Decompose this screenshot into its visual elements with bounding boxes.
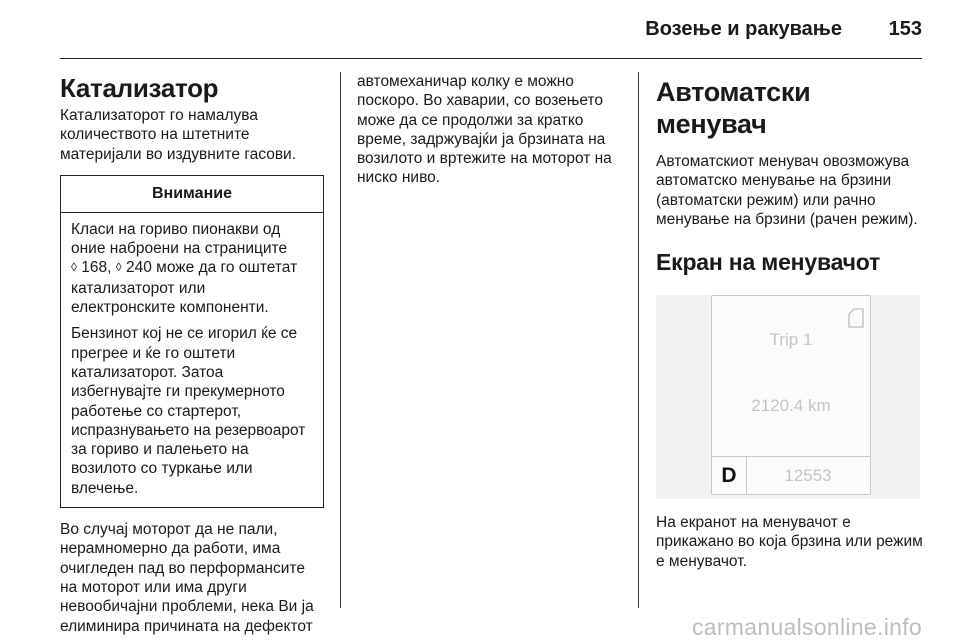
transmission-display-illustration [656, 295, 920, 499]
column-divider [340, 72, 341, 608]
trip-marker-icon [848, 308, 864, 328]
catalyst-paragraph-continued: автомеханичар колку е можно поскоро. Во хаварии, со возењето може да се продолжи за кратко време, задржувајќи ја брзината на возилото и вртежите на моторот на ниско ниво. [357, 73, 612, 187]
column-1 [60, 72, 325, 636]
page-ref-2[interactable]: 240 [125, 259, 152, 277]
warning-paragraph-1: Класи на гориво пионакви од оние наброени на страниците ◊ 168, ◊ 240 може да го оштетат катализаторот или електронските компоненти. [71, 220, 298, 317]
watermark: carmanualsonline.info [691, 614, 922, 640]
warning-paragraph-2: Бензинот кој не се игорил ќе се прегрее и ќе го оштети катализаторот. Затоа избегнувајте ги прекумерното работење со стартерот, испразнувањето на резервоарот за гориво и палењето на возилото со туркање или влечење. [71, 325, 306, 497]
warning-box [60, 175, 324, 508]
warning-body [61, 213, 323, 507]
page-ref-icon: ◊ [71, 260, 77, 275]
subheading-transmission-display: Екран на менувачот [656, 249, 881, 276]
section-heading-automatic-transmission: Автоматски менувач [656, 77, 811, 139]
page-ref-1[interactable]: 168, [81, 259, 112, 277]
display-bottom-row [712, 456, 870, 495]
column-divider [638, 72, 639, 608]
catalyst-intro: Катализаторот го намалува количеството на штетните материјали во издувните гасови. [60, 107, 297, 163]
column-2 [357, 72, 627, 188]
catalyst-paragraph: Во случај моторот да не пали, нерамномерно да работи, има очигледен пад во перформансите на моторот или има други невообичајни проблеми, нека Ви ја елиминира причината на дефектот [60, 521, 314, 635]
transmission-intro: Автоматскиот менувач овозможува автоматско менување на брзини (автоматски режим) или рачно менување на брзини (рачен режим). [656, 153, 918, 228]
odometer: 12553 [784, 466, 832, 486]
page-number: 153 [888, 18, 922, 40]
page-header [60, 0, 922, 59]
display-caption: На екранот на менувачот е прикажано во која брзина или режим е менувачот. [656, 514, 923, 570]
page-ref-icon: ◊ [115, 260, 122, 275]
header-title: Возење и ракување [645, 18, 842, 40]
warning-title: Внимание [61, 176, 323, 213]
display-screen [711, 295, 871, 495]
column-3 [656, 72, 924, 571]
section-heading-catalyst: Катализатор [60, 73, 219, 103]
gear-indicator: D [712, 457, 747, 495]
trip-distance: 2120.4 km [751, 396, 831, 416]
trip-label: Trip 1 [769, 330, 813, 350]
